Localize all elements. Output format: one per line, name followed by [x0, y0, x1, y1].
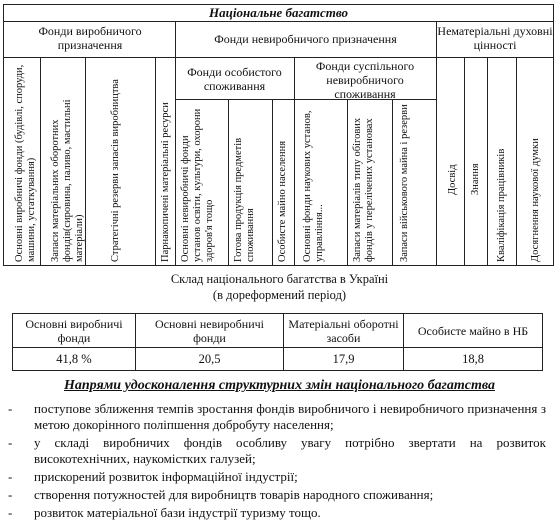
group-nonproductive: Фонди невиробничого призначення: [214, 32, 397, 46]
group-intangible: Нематеріальні духовні цінності: [437, 24, 553, 52]
column-accumulated-resources: Парнакопичені матеріальні ресурси: [160, 102, 171, 262]
column-worker-qualification: Кваліфікація працівників: [496, 148, 507, 262]
composition-values-row: [13, 348, 543, 371]
bullet-dash: -: [8, 487, 13, 502]
header-fixed-productive: Основні виробничі фонди: [13, 314, 136, 348]
group-personal-consumption: Фонди особистого споживання: [187, 65, 282, 93]
directions-title: Напрями удосконалення структурних змін національного багатства: [64, 378, 495, 393]
bullet-dash: -: [8, 401, 13, 416]
column-experience: Досвід: [447, 164, 458, 195]
column-fixed-productive-assets: Основні виробничі фонди (будівлі, споруди, машини, устаткування): [14, 64, 37, 262]
value-fixed-nonproductive: 20,5: [136, 348, 284, 371]
column-finished-consumer-goods: Готова продукція предметів споживання: [233, 137, 256, 262]
value-personal-property: 18,8: [404, 348, 543, 371]
column-nonproductive-fixed-assets: Основні невиробничі фонди установ освіти, культури, охорони здоров'я тощо: [180, 108, 215, 262]
bullet-dash: -: [8, 505, 13, 520]
bullet-dash: -: [8, 435, 13, 450]
classification-title: Національне багатство: [209, 5, 348, 20]
composition-header-row: [13, 314, 543, 348]
column-military-reserves: Запаси військового майна і резерви: [399, 104, 410, 262]
header-personal-property: Особисте майно в НБ: [404, 314, 543, 348]
header-working-capital: Матеріальні оборотні засоби: [284, 314, 404, 348]
header-fixed-nonproductive: Основні невиробничі фонди: [136, 314, 284, 348]
list-item: - поступове зближення темпів зростання фондів виробничого і невиробничого призначення з метою докорінного поліпшення добробуту населення;: [8, 401, 546, 432]
value-working-capital: 17,9: [284, 348, 404, 371]
list-item: - у складі виробничих фондів особливу увагу потрібно звертати на розвиток високотехнічних, наукомістких галузей;: [8, 435, 546, 466]
national-wealth-classification-table: [3, 4, 554, 266]
column-scientific-achievements: Досягнення наукової думки: [530, 138, 541, 262]
composition-caption: Склад національного багатства в Україні: [170, 272, 389, 286]
group-productive: Фонди виробничого призначення: [38, 24, 142, 52]
column-research-institution-assets: Основні фонди наукових установ, управління...: [302, 110, 325, 262]
composition-table: [12, 313, 543, 371]
bullet-dash: -: [8, 469, 13, 484]
column-knowledge: Знання: [470, 163, 481, 195]
list-item: - прискорений розвиток інформаційної індустрії;: [8, 469, 298, 484]
list-item: - створення потужностей для виробництв товарів народного споживання;: [8, 487, 434, 502]
list-item: - розвиток матеріальної бази індустрії туризму тощо.: [8, 505, 321, 520]
group-public-consumption: Фонди суспільного невиробничого споживання: [315, 59, 415, 101]
directions-list: [8, 401, 546, 523]
column-material-working-stocks: Запаси матеріальних оборотних фондів(сировина, паливо, мастильні матеріали): [50, 99, 85, 262]
column-institution-working-stocks: Запаси матеріалів типу обігових фондів у перелічених установах: [352, 117, 375, 262]
column-personal-property: Особисте майно населення: [277, 140, 288, 262]
composition-caption-period: (в дореформений період): [212, 288, 347, 302]
column-strategic-reserves: Стратегічні резерви запасів виробництва: [110, 79, 121, 262]
value-fixed-productive: 41,8 %: [13, 348, 136, 371]
